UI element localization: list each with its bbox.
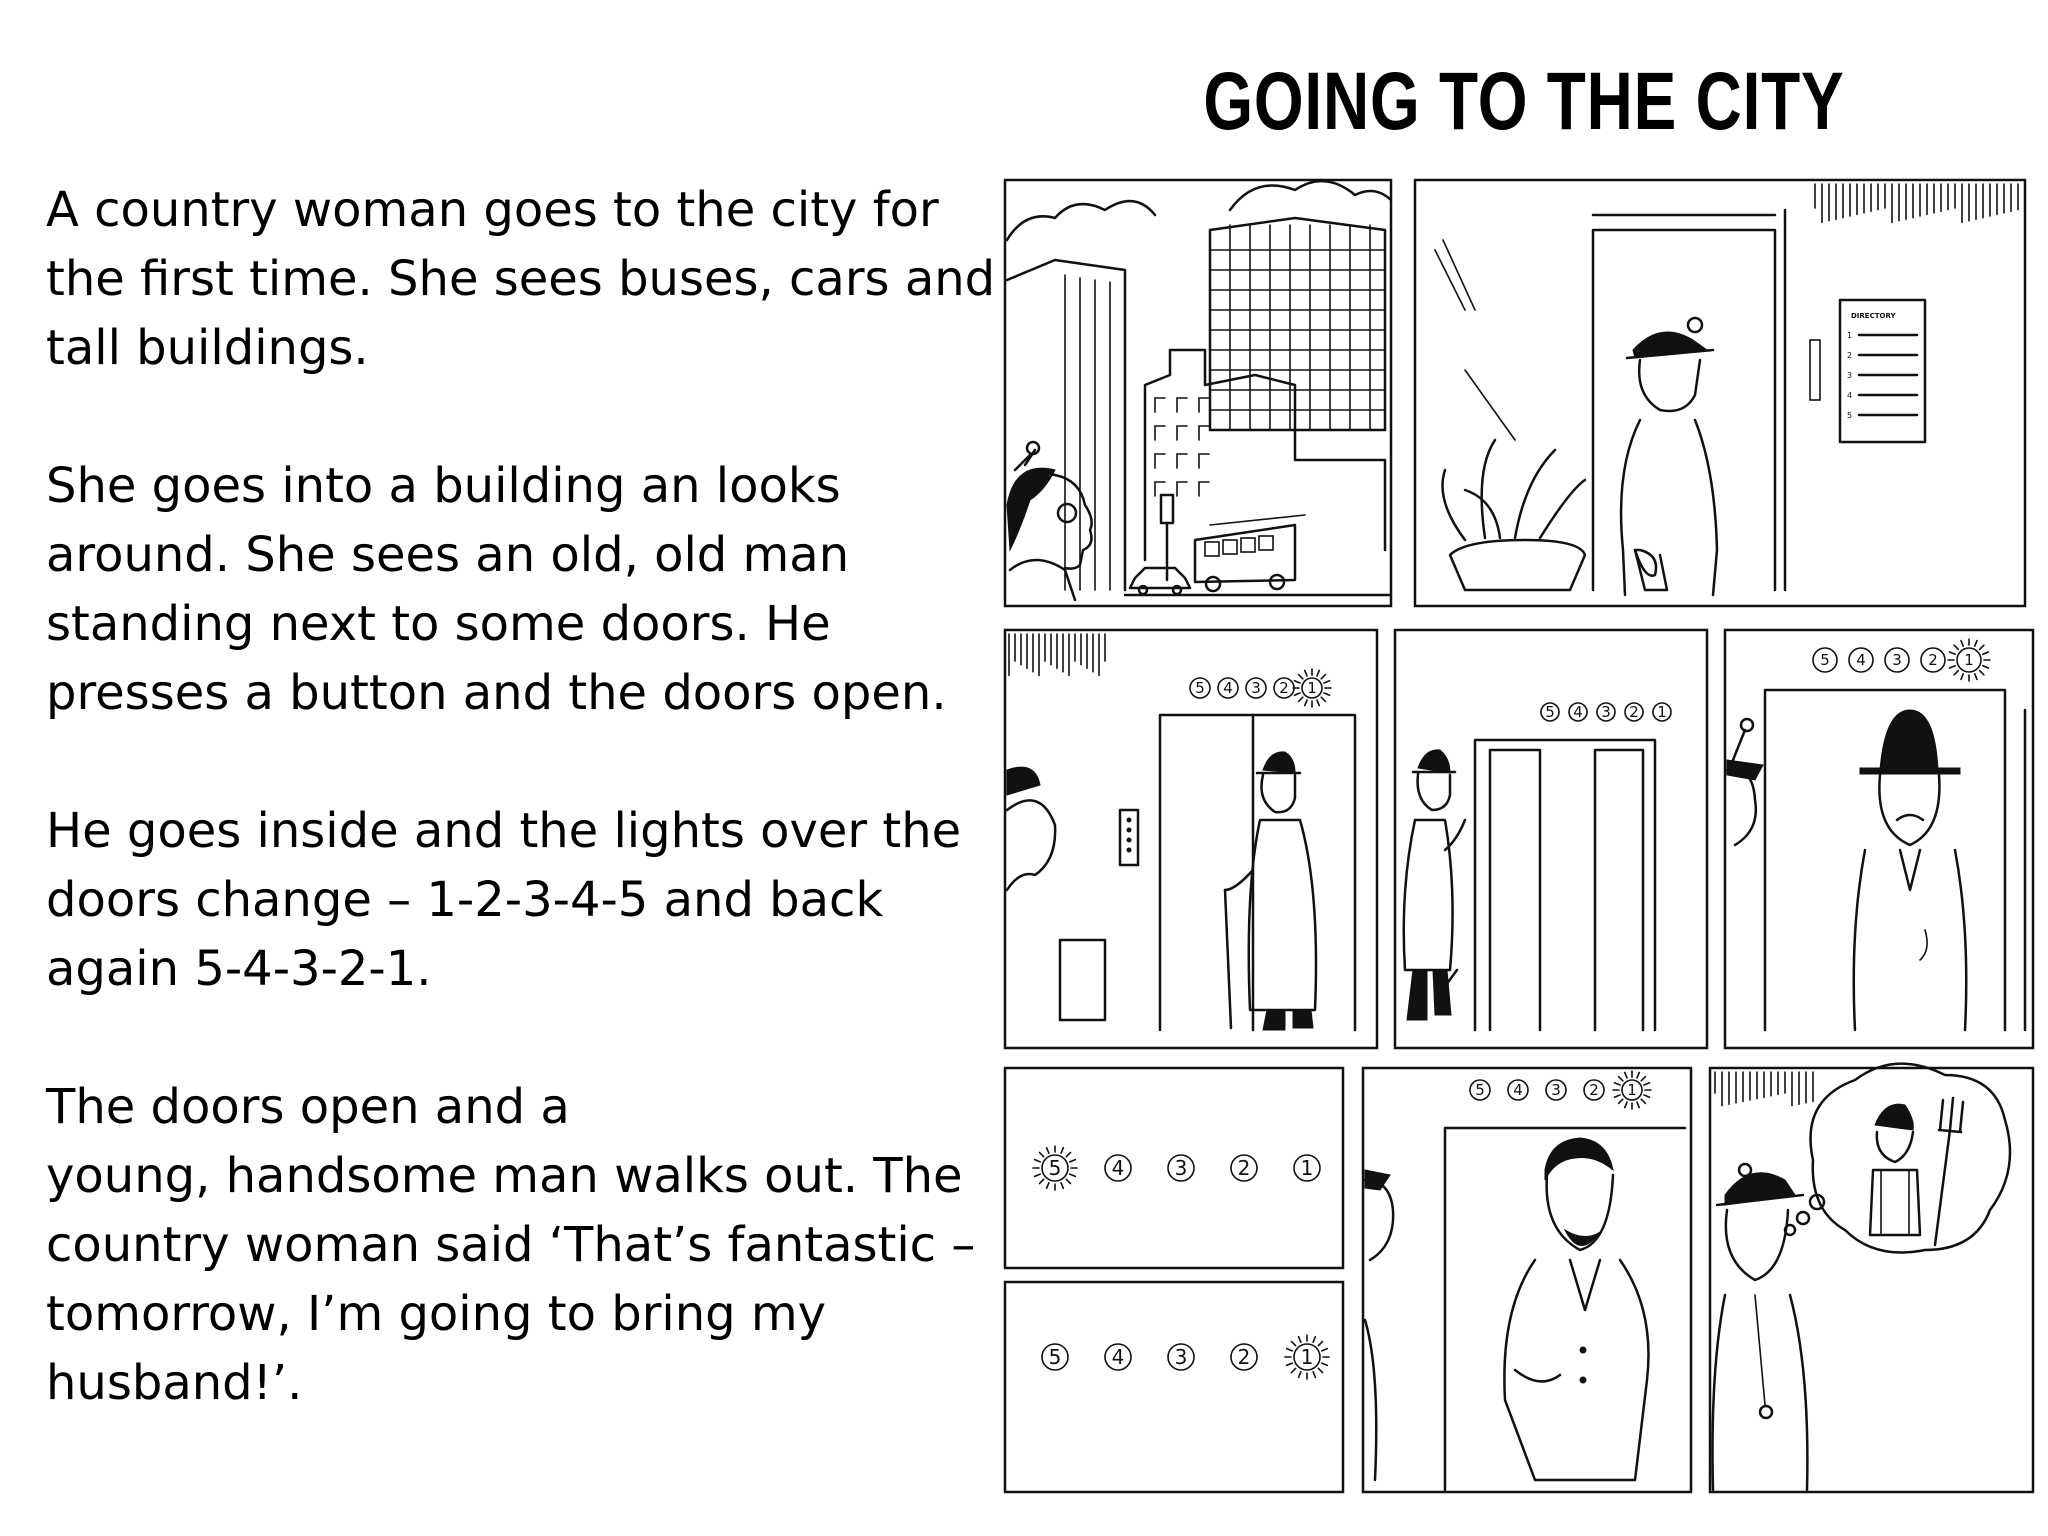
lamp-ray xyxy=(1299,697,1303,701)
lamp-ray xyxy=(1954,645,1958,649)
lamp-ray xyxy=(1318,1368,1322,1372)
lamp-ray xyxy=(1305,700,1307,706)
floor-number: 2 xyxy=(1629,703,1639,721)
story-line: standing next to some doors. He xyxy=(46,596,831,652)
story-paragraph xyxy=(46,1073,976,1418)
lamp-ray xyxy=(1299,675,1303,679)
floor-number: 1 xyxy=(1300,1156,1314,1180)
car xyxy=(1130,568,1190,594)
lamp-ray xyxy=(1287,1349,1293,1351)
old-man xyxy=(1225,752,1316,1030)
story-line: around. She sees an old, old man xyxy=(46,527,850,583)
story-line: presses a button and the doors open. xyxy=(46,665,947,721)
floor-number: 3 xyxy=(1551,1081,1561,1099)
floor-lamp xyxy=(1274,678,1294,698)
floor-number: 3 xyxy=(1251,679,1261,697)
panel-7-lights-down xyxy=(1005,1282,1343,1492)
lamp-ray xyxy=(1322,1349,1328,1351)
lamp-ray xyxy=(1294,693,1300,695)
floor-lamp xyxy=(1569,703,1587,721)
left-building xyxy=(1007,260,1125,590)
lamp-ray xyxy=(1322,1363,1328,1365)
lamp-ray xyxy=(1983,666,1989,668)
floor-lamp xyxy=(1246,678,1266,698)
lamp-ray xyxy=(1299,1337,1301,1343)
floor-number: 1 xyxy=(1964,651,1974,669)
lamp-ray xyxy=(1637,1072,1639,1078)
floor-lamp xyxy=(1613,1071,1651,1109)
story-line: country woman said ‘That’s fantastic – xyxy=(46,1217,976,1273)
lamp-ray xyxy=(1644,1083,1650,1085)
floor-number: 4 xyxy=(1111,1156,1125,1180)
lamp-ray xyxy=(1313,1337,1315,1343)
lamp-ray xyxy=(1975,641,1977,647)
lamp-ray xyxy=(1035,1160,1041,1162)
lamp-ray xyxy=(1066,1152,1070,1156)
directory-board xyxy=(1840,300,1925,442)
lamp-ray xyxy=(1047,1183,1049,1189)
floor-lamp xyxy=(1231,1344,1257,1370)
story-line: The doors open and a xyxy=(46,1079,570,1135)
floor-lamp xyxy=(1546,1080,1566,1100)
lamp-ray xyxy=(1619,1077,1623,1081)
story-line: She goes into a building an looks xyxy=(46,458,841,514)
floor-lamp xyxy=(1508,1080,1528,1100)
panel-9-woman-imagines-husband xyxy=(1710,1064,2033,1492)
floor-lamp xyxy=(1584,1080,1604,1100)
floor-lamp xyxy=(1033,1146,1077,1190)
floor-number: 2 xyxy=(1928,651,1938,669)
country-woman-thinking xyxy=(1713,1164,1808,1490)
lamp-ray xyxy=(1641,1077,1645,1081)
bus xyxy=(1195,515,1305,591)
story-line: tall buildings. xyxy=(46,320,369,376)
lamp-ray xyxy=(1324,681,1330,683)
floor-lamp xyxy=(1042,1344,1068,1370)
lamp-ray xyxy=(1313,1372,1315,1378)
floor-number: 2 xyxy=(1589,1081,1599,1099)
floor-lamp xyxy=(1168,1155,1194,1181)
lamp-ray xyxy=(1287,1363,1293,1365)
story-paragraph xyxy=(46,797,976,1004)
floor-number: 4 xyxy=(1573,703,1583,721)
floor-number: 5 xyxy=(1820,651,1830,669)
floor-number: 1 xyxy=(1300,1345,1314,1369)
lamp-ray xyxy=(1641,1099,1645,1103)
directory-heading: DIRECTORY xyxy=(1851,312,1896,320)
country-woman-lobby xyxy=(1621,318,1717,595)
floor-number: 3 xyxy=(1601,703,1611,721)
lamp-ray xyxy=(1070,1160,1076,1162)
lamp-ray xyxy=(1061,1183,1063,1189)
lamp-ray xyxy=(1299,1372,1301,1378)
lamp-ray xyxy=(1305,670,1307,676)
lamp-ray xyxy=(1950,652,1956,654)
floor-number: 1 xyxy=(1627,1081,1637,1099)
lamp-ray xyxy=(1291,1368,1295,1372)
lamp-ray xyxy=(1954,671,1958,675)
floor-number: 4 xyxy=(1513,1081,1523,1099)
story-paragraph xyxy=(46,176,996,383)
lamp-ray xyxy=(1980,671,1984,675)
floor-lamp xyxy=(1921,648,1945,672)
floor-number: 1 xyxy=(1657,703,1667,721)
floor-number: 5 xyxy=(1545,703,1555,721)
floor-number: 5 xyxy=(1048,1345,1062,1369)
floor-number: 5 xyxy=(1048,1156,1062,1180)
lamp-ray xyxy=(1961,641,1963,647)
story-line: He goes inside and the lights over the xyxy=(46,803,962,859)
comic-strip xyxy=(995,170,2035,1505)
floor-lamp xyxy=(1849,648,1873,672)
floor-number: 2 xyxy=(1237,1345,1251,1369)
floor-lamp xyxy=(1231,1155,1257,1181)
story-line: husband!’. xyxy=(46,1355,303,1411)
lamp-ray xyxy=(1035,1174,1041,1176)
lamp-ray xyxy=(1324,693,1330,695)
lamp-ray xyxy=(1317,700,1319,706)
lamp-ray xyxy=(1294,681,1300,683)
comic-title: GOING TO THE CITY xyxy=(1203,56,1845,147)
lamp-ray xyxy=(1644,1095,1650,1097)
country-woman xyxy=(1007,442,1092,600)
lamp-ray xyxy=(1637,1102,1639,1108)
panel-5-woman-watches xyxy=(1725,630,2033,1048)
floor-number: 4 xyxy=(1223,679,1233,697)
story-line: doors change – 1-2-3-4-5 and back xyxy=(46,872,884,928)
floor-lamp xyxy=(1105,1344,1131,1370)
floor-number: 3 xyxy=(1892,651,1902,669)
panel-4-old-man-enters xyxy=(1395,630,1707,1048)
young-handsome-man xyxy=(1504,1138,1648,1480)
floor-lamp xyxy=(1293,669,1331,707)
directory-number: 5 xyxy=(1847,411,1853,420)
potted-plant xyxy=(1443,440,1586,590)
floor-lamp xyxy=(1105,1155,1131,1181)
lamp-ray xyxy=(1047,1148,1049,1154)
story-line: young, handsome man walks out. The xyxy=(46,1148,963,1204)
panel-3-old-man-at-elevator xyxy=(1005,630,1377,1048)
floor-number: 2 xyxy=(1237,1156,1251,1180)
lamp-ray xyxy=(1291,1341,1295,1345)
lamp-ray xyxy=(1983,652,1989,654)
lamp-ray xyxy=(1975,674,1977,680)
floor-lamp xyxy=(1653,703,1671,721)
floor-lamp xyxy=(1168,1344,1194,1370)
floor-number: 3 xyxy=(1174,1345,1188,1369)
floor-lamp xyxy=(1190,678,1210,698)
lamp-ray xyxy=(1066,1179,1070,1183)
directory-number: 1 xyxy=(1847,331,1853,340)
floor-lamp xyxy=(1813,648,1837,672)
lamp-ray xyxy=(1961,674,1963,680)
panel-2-lobby xyxy=(1415,180,2025,606)
floor-lamp xyxy=(1470,1080,1490,1100)
lamp-ray xyxy=(1061,1148,1063,1154)
story-text xyxy=(46,176,996,1487)
floor-lamp xyxy=(1625,703,1643,721)
old-man-in-elevator xyxy=(1854,710,1967,1030)
directory-number: 4 xyxy=(1847,391,1853,400)
panel-8-young-man-walks-out xyxy=(1363,1068,1691,1492)
lamp-ray xyxy=(1039,1179,1043,1183)
floor-number: 4 xyxy=(1856,651,1866,669)
story-line: tomorrow, I’m going to bring my xyxy=(46,1286,827,1342)
floor-lamp xyxy=(1218,678,1238,698)
floor-number: 2 xyxy=(1279,679,1289,697)
lamp-ray xyxy=(1619,1099,1623,1103)
lamp-ray xyxy=(1317,670,1319,676)
floor-lamp xyxy=(1885,648,1909,672)
floor-lamp xyxy=(1597,703,1615,721)
old-man-inside xyxy=(1404,750,1465,1020)
glass-tower xyxy=(1210,218,1385,430)
lamp-ray xyxy=(1980,645,1984,649)
floor-number: 5 xyxy=(1475,1081,1485,1099)
panel-1-city-street xyxy=(1005,180,1391,606)
lamp-ray xyxy=(1318,1341,1322,1345)
lamp-ray xyxy=(1625,1102,1627,1108)
floor-lamp xyxy=(1285,1335,1329,1379)
floor-number: 4 xyxy=(1111,1345,1125,1369)
lamp-ray xyxy=(1614,1083,1620,1085)
floor-number: 5 xyxy=(1195,679,1205,697)
panel-6-lights-up xyxy=(1005,1068,1343,1268)
story-line: the first time. She sees buses, cars and xyxy=(46,251,996,307)
story-paragraph xyxy=(46,452,976,728)
lamp-ray xyxy=(1039,1152,1043,1156)
directory-number: 2 xyxy=(1847,351,1853,360)
lamp-ray xyxy=(1321,697,1325,701)
farmer-husband xyxy=(1870,1098,1963,1245)
floor-lamp xyxy=(1294,1155,1320,1181)
story-line: A country woman goes to the city for xyxy=(46,182,939,238)
lamp-ray xyxy=(1625,1072,1627,1078)
lamp-ray xyxy=(1950,666,1956,668)
floor-lamp xyxy=(1541,703,1559,721)
lamp-ray xyxy=(1614,1095,1620,1097)
floor-number: 3 xyxy=(1174,1156,1188,1180)
lamp-ray xyxy=(1070,1174,1076,1176)
lamp-ray xyxy=(1321,675,1325,679)
directory-number: 3 xyxy=(1847,371,1853,380)
story-line: again 5-4-3-2-1. xyxy=(46,941,432,997)
floor-lamp xyxy=(1948,639,1990,681)
floor-number: 1 xyxy=(1307,679,1317,697)
